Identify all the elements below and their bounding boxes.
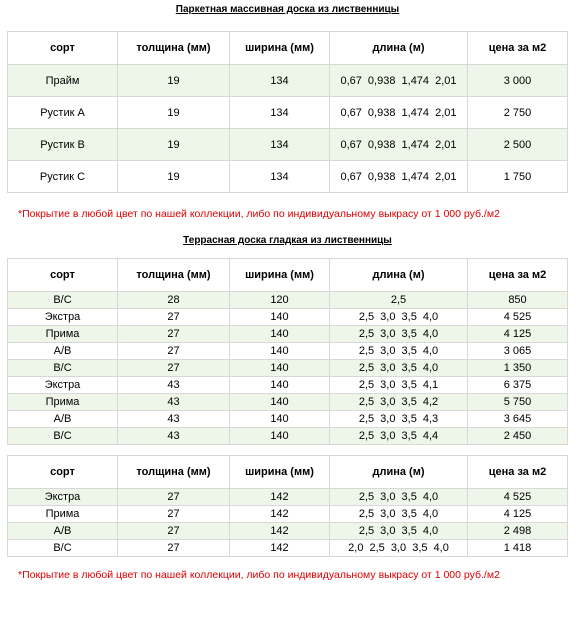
thickness-cell: 27 xyxy=(118,309,230,326)
coating-note: *Покрытие в любой цвет по нашей коллекции, либо по индивидуальному выкрасу от 1 000 руб./м2 xyxy=(18,569,500,581)
table-row xyxy=(8,360,568,377)
thickness-cell: 27 xyxy=(118,523,230,540)
price-cell: 850 xyxy=(468,292,568,309)
parquet-price-table xyxy=(7,31,568,193)
grade-cell: Экстра xyxy=(8,489,118,506)
grade-cell: Прима xyxy=(8,326,118,343)
table-header-row xyxy=(8,456,568,489)
grade-cell: Экстра xyxy=(8,377,118,394)
grade-cell: Прайм xyxy=(8,65,118,97)
width-cell: 142 xyxy=(230,523,330,540)
price-cell: 2 750 xyxy=(468,97,568,129)
length-cell: 0,67 0,938 1,474 2,01 xyxy=(330,65,468,97)
grade-cell: Рустик А xyxy=(8,97,118,129)
column-header: цена за м2 xyxy=(468,456,568,489)
column-header: длина (м) xyxy=(330,32,468,65)
table-header-row xyxy=(8,32,568,65)
thickness-cell: 27 xyxy=(118,506,230,523)
length-cell: 2,0 2,5 3,0 3,5 4,0 xyxy=(330,540,468,557)
width-cell: 134 xyxy=(230,129,330,161)
width-cell: 140 xyxy=(230,360,330,377)
width-cell: 140 xyxy=(230,326,330,343)
length-cell: 2,5 3,0 3,5 4,4 xyxy=(330,428,468,445)
table-row xyxy=(8,489,568,506)
grade-cell: А/В xyxy=(8,523,118,540)
grade-cell: В/С xyxy=(8,540,118,557)
length-cell: 2,5 3,0 3,5 4,0 xyxy=(330,360,468,377)
length-cell: 2,5 3,0 3,5 4,0 xyxy=(330,506,468,523)
thickness-cell: 19 xyxy=(118,129,230,161)
price-cell: 4 525 xyxy=(468,309,568,326)
section2-title: Террасная доска гладкая из лиственницы xyxy=(183,235,392,246)
width-cell: 142 xyxy=(230,489,330,506)
length-cell: 2,5 3,0 3,5 4,2 xyxy=(330,394,468,411)
table-row xyxy=(8,309,568,326)
table-row xyxy=(8,540,568,557)
grade-cell: Рустик В xyxy=(8,129,118,161)
grade-cell: А/В xyxy=(8,411,118,428)
table-row xyxy=(8,161,568,193)
table-row xyxy=(8,97,568,129)
column-header: цена за м2 xyxy=(468,259,568,292)
thickness-cell: 43 xyxy=(118,411,230,428)
column-header: сорт xyxy=(8,259,118,292)
width-cell: 134 xyxy=(230,161,330,193)
grade-cell: Прима xyxy=(8,394,118,411)
table-row xyxy=(8,428,568,445)
table-row xyxy=(8,129,568,161)
column-header: толщина (мм) xyxy=(118,259,230,292)
grade-cell: Прима xyxy=(8,506,118,523)
price-cell: 1 418 xyxy=(468,540,568,557)
thickness-cell: 43 xyxy=(118,377,230,394)
width-cell: 120 xyxy=(230,292,330,309)
table-row xyxy=(8,411,568,428)
terrace-142-price-table xyxy=(7,455,568,557)
column-header: ширина (мм) xyxy=(230,456,330,489)
thickness-cell: 43 xyxy=(118,428,230,445)
grade-cell: Экстра xyxy=(8,309,118,326)
terrace-price-table xyxy=(7,258,568,445)
thickness-cell: 27 xyxy=(118,343,230,360)
width-cell: 140 xyxy=(230,428,330,445)
coating-note: *Покрытие в любой цвет по нашей коллекции, либо по индивидуальному выкрасу от 1 000 руб./м2 xyxy=(18,208,500,220)
table-header-row xyxy=(8,259,568,292)
length-cell: 2,5 3,0 3,5 4,1 xyxy=(330,377,468,394)
grade-cell: В/С xyxy=(8,360,118,377)
thickness-cell: 19 xyxy=(118,97,230,129)
column-header: цена за м2 xyxy=(468,32,568,65)
column-header: сорт xyxy=(8,32,118,65)
price-cell: 2 500 xyxy=(468,129,568,161)
grade-cell: Рустик С xyxy=(8,161,118,193)
length-cell: 0,67 0,938 1,474 2,01 xyxy=(330,97,468,129)
width-cell: 142 xyxy=(230,506,330,523)
table-row xyxy=(8,377,568,394)
length-cell: 2,5 xyxy=(330,292,468,309)
thickness-cell: 27 xyxy=(118,360,230,377)
column-header: длина (м) xyxy=(330,456,468,489)
price-cell: 2 498 xyxy=(468,523,568,540)
table-row xyxy=(8,292,568,309)
column-header: толщина (мм) xyxy=(118,456,230,489)
price-cell: 2 450 xyxy=(468,428,568,445)
table-row xyxy=(8,343,568,360)
column-header: толщина (мм) xyxy=(118,32,230,65)
length-cell: 2,5 3,0 3,5 4,0 xyxy=(330,343,468,360)
table-row xyxy=(8,523,568,540)
length-cell: 2,5 3,0 3,5 4,0 xyxy=(330,489,468,506)
price-cell: 4 125 xyxy=(468,326,568,343)
grade-cell: В/С xyxy=(8,292,118,309)
thickness-cell: 19 xyxy=(118,65,230,97)
column-header: ширина (мм) xyxy=(230,259,330,292)
length-cell: 2,5 3,0 3,5 4,0 xyxy=(330,523,468,540)
price-cell: 1 350 xyxy=(468,360,568,377)
length-cell: 0,67 0,938 1,474 2,01 xyxy=(330,161,468,193)
length-cell: 2,5 3,0 3,5 4,0 xyxy=(330,326,468,343)
price-cell: 4 525 xyxy=(468,489,568,506)
length-cell: 0,67 0,938 1,474 2,01 xyxy=(330,129,468,161)
thickness-cell: 27 xyxy=(118,326,230,343)
table-row xyxy=(8,326,568,343)
grade-cell: В/С xyxy=(8,428,118,445)
price-cell: 3 645 xyxy=(468,411,568,428)
table-row xyxy=(8,394,568,411)
price-cell: 1 750 xyxy=(468,161,568,193)
table-row xyxy=(8,65,568,97)
price-cell: 5 750 xyxy=(468,394,568,411)
thickness-cell: 19 xyxy=(118,161,230,193)
width-cell: 140 xyxy=(230,309,330,326)
width-cell: 142 xyxy=(230,540,330,557)
column-header: ширина (мм) xyxy=(230,32,330,65)
price-cell: 3 000 xyxy=(468,65,568,97)
width-cell: 134 xyxy=(230,65,330,97)
width-cell: 140 xyxy=(230,394,330,411)
table-row xyxy=(8,506,568,523)
section1-title: Паркетная массивная доска из лиственницы xyxy=(175,4,400,15)
column-header: сорт xyxy=(8,456,118,489)
thickness-cell: 28 xyxy=(118,292,230,309)
price-cell: 3 065 xyxy=(468,343,568,360)
length-cell: 2,5 3,0 3,5 4,0 xyxy=(330,309,468,326)
column-header: длина (м) xyxy=(330,259,468,292)
length-cell: 2,5 3,0 3,5 4,3 xyxy=(330,411,468,428)
price-cell: 6 375 xyxy=(468,377,568,394)
thickness-cell: 27 xyxy=(118,540,230,557)
width-cell: 140 xyxy=(230,377,330,394)
width-cell: 140 xyxy=(230,411,330,428)
width-cell: 140 xyxy=(230,343,330,360)
width-cell: 134 xyxy=(230,97,330,129)
price-cell: 4 125 xyxy=(468,506,568,523)
grade-cell: А/В xyxy=(8,343,118,360)
thickness-cell: 27 xyxy=(118,489,230,506)
thickness-cell: 43 xyxy=(118,394,230,411)
